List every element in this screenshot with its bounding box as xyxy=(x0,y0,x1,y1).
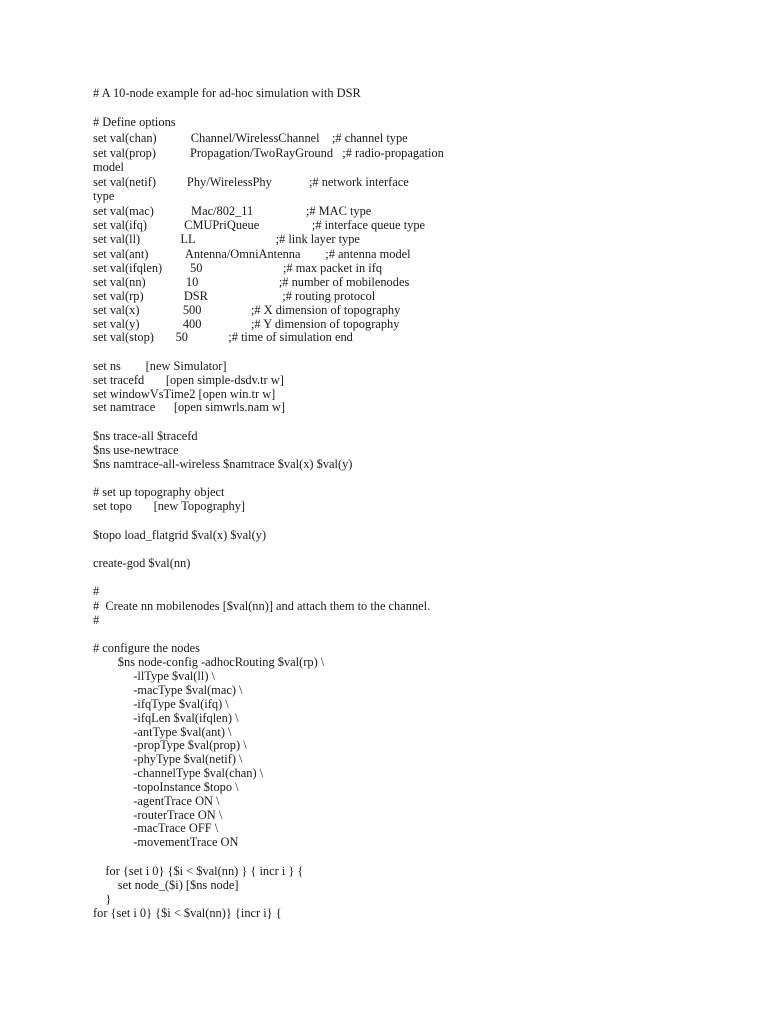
code-line: set val(y) 400 ;# Y dimension of topography xyxy=(93,317,400,331)
code-line: -macType $val(mac) \ xyxy=(93,683,243,697)
code-line: set val(ant) Antenna/OmniAntenna ;# antenna model xyxy=(93,247,411,261)
code-line: } xyxy=(93,892,112,906)
code-line: for {set i 0} {$i < $val(nn)} {incr i} { xyxy=(93,906,282,920)
code-line: -ifqType $val(ifq) \ xyxy=(93,697,229,711)
code-line: set val(chan) Channel/WirelessChannel ;# channel type xyxy=(93,131,408,145)
code-line: # xyxy=(93,613,100,627)
code-line: set val(mac) Mac/802_11 ;# MAC type xyxy=(93,204,372,218)
code-line: # set up topography object xyxy=(93,485,225,499)
code-line: -macTrace OFF \ xyxy=(93,821,219,835)
code-line: set val(netif) Phy/WirelessPhy ;# network interface xyxy=(93,175,409,189)
code-line: set val(ll) LL ;# link layer type xyxy=(93,232,360,246)
code-line: set val(rp) DSR ;# routing protocol xyxy=(93,289,376,303)
code-line: set val(prop) Propagation/TwoRayGround ;# radio-propagation xyxy=(93,146,444,160)
code-line: -routerTrace ON \ xyxy=(93,808,223,822)
code-line: set ns [new Simulator] xyxy=(93,359,227,373)
code-line: # configure the nodes xyxy=(93,641,201,655)
code-line: -movementTrace ON xyxy=(93,835,239,849)
code-line: -topoInstance $topo \ xyxy=(93,780,239,794)
code-line: create-god $val(nn) xyxy=(93,556,191,570)
code-line: set topo [new Topography] xyxy=(93,499,246,513)
code-line: set node_($i) [$ns node] xyxy=(93,878,239,892)
code-line: -llType $val(ll) \ xyxy=(93,669,215,683)
code-line: -ifqLen $val(ifqlen) \ xyxy=(93,711,239,725)
code-line: # Create nn mobilenodes [$val(nn)] and attach them to the channel. xyxy=(93,599,431,613)
code-line: set val(x) 500 ;# X dimension of topography xyxy=(93,303,401,317)
code-line: # xyxy=(93,584,100,598)
code-line: type xyxy=(93,189,115,203)
code-line: $topo load_flatgrid $val(x) $val(y) xyxy=(93,528,267,542)
code-line: -channelType $val(chan) \ xyxy=(93,766,264,780)
code-line: $ns namtrace-all-wireless $namtrace $val(x) $val(y) xyxy=(93,457,353,471)
code-line: $ns use-newtrace xyxy=(93,443,179,457)
code-line: set windowVsTime2 [open win.tr w] xyxy=(93,387,276,401)
code-line: set val(nn) 10 ;# number of mobilenodes xyxy=(93,275,410,289)
code-line: for {set i 0} {$i < $val(nn) } { incr i } { xyxy=(93,864,304,878)
code-line: set tracefd [open simple-dsdv.tr w] xyxy=(93,373,284,387)
code-line: -antType $val(ant) \ xyxy=(93,725,232,739)
code-line: -propType $val(prop) \ xyxy=(93,738,247,752)
code-line: $ns node-config -adhocRouting $val(rp) \ xyxy=(93,655,325,669)
code-line: -agentTrace ON \ xyxy=(93,794,220,808)
code-line: model xyxy=(93,160,124,174)
code-line: set val(stop) 50 ;# time of simulation end xyxy=(93,330,353,344)
code-line: set val(ifq) CMUPriQueue ;# interface queue type xyxy=(93,218,426,232)
code-line: # A 10-node example for ad-hoc simulation with DSR xyxy=(93,86,361,100)
code-line: set namtrace [open simwrls.nam w] xyxy=(93,400,286,414)
code-line: # Define options xyxy=(93,115,176,129)
code-line: $ns trace-all $tracefd xyxy=(93,429,198,443)
code-line: set val(ifqlen) 50 ;# max packet in ifq xyxy=(93,261,383,275)
code-line: -phyType $val(netif) \ xyxy=(93,752,243,766)
